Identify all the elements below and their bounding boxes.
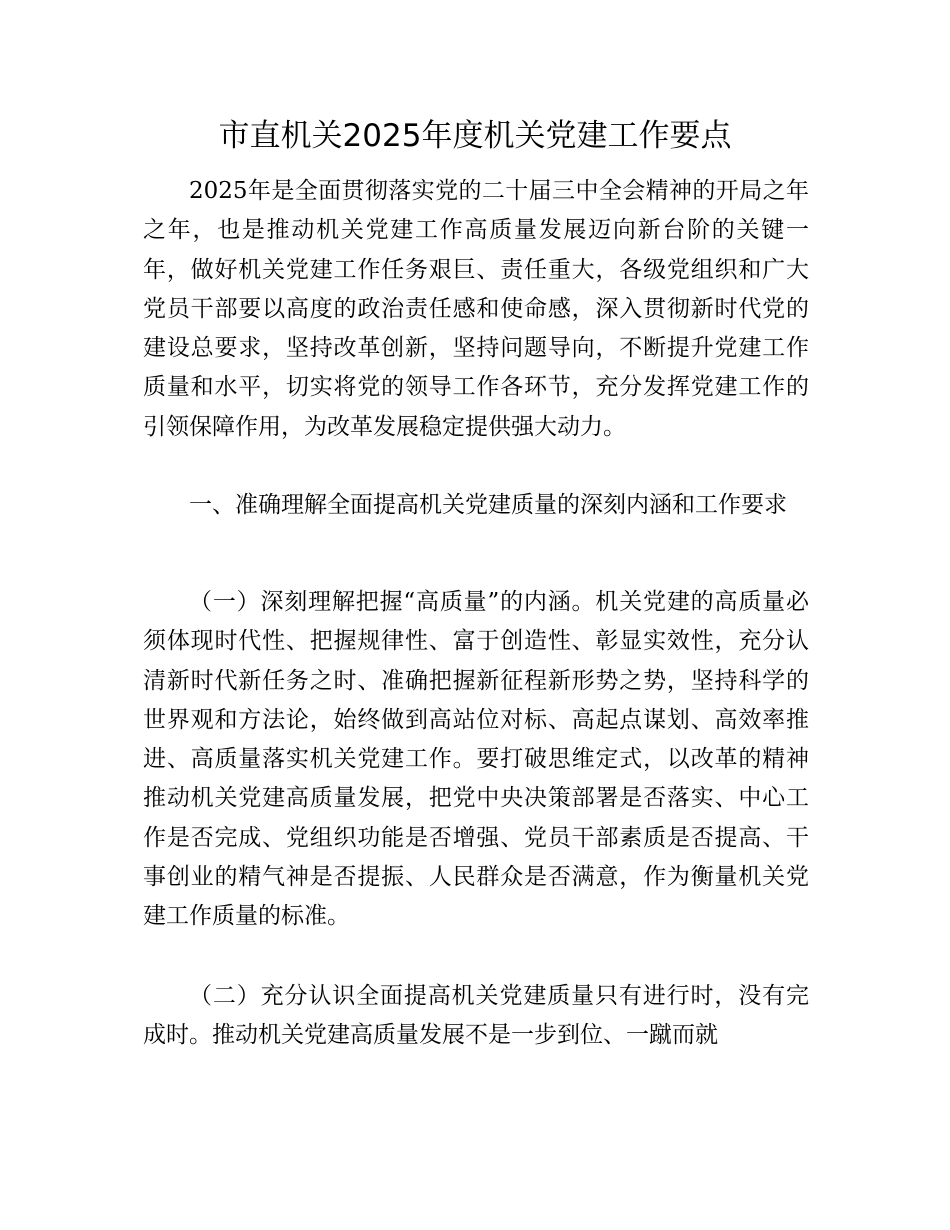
item-one-paragraph: （一）深刻理解把握“高质量”的内涵。机关党建的高质量必须体现时代性、把握规律性、富于创造性、彰显实效性，充分认清新时代新任务之时、准确把握新征程新形势之势，坚持科学的世界观和方法论，始终做到高站位对标、高起点谋划、高效率推进、高质量落实机关党建工作。要打破思维定式，以改革的精神推动机关党建高质量发展，把党中央决策部署是否落实、中心工作是否完成、党组织功能是否增强、党员干部素质是否提高、干事创业的精气神是否提振、人民群众是否满意，作为衡量机关党建工作质量的标准。 bbox=[143, 589, 809, 930]
section-heading: 一、准确理解全面提高机关党建质量的深刻内涵和工作要求 bbox=[189, 492, 787, 518]
item-two-paragraph: （二）充分认识全面提高机关党建质量只有进行时，没有完成时。推动机关党建高质量发展不是一步到位、一蹴而就 bbox=[143, 983, 809, 1049]
intro-paragraph: 2025年是全面贯彻落实党的二十届三中全会精神的开局之年之年，也是推动机关党建工作高质量发展迈向新台阶的关键一年，做好机关党建工作任务艰巨、责任重大，各级党组织和广大党员干部要以高度的政治责任感和使命感，深入贯彻新时代党的建设总要求，坚持改革创新，坚持问题导向，不断提升党建工作质量和水平，切实将党的领导工作各环节，充分发挥党建工作的引领保障作用，为改革发展稳定提供强大动力。 bbox=[143, 178, 809, 440]
document-title: 市直机关2025年度机关党建工作要点 bbox=[218, 118, 732, 154]
